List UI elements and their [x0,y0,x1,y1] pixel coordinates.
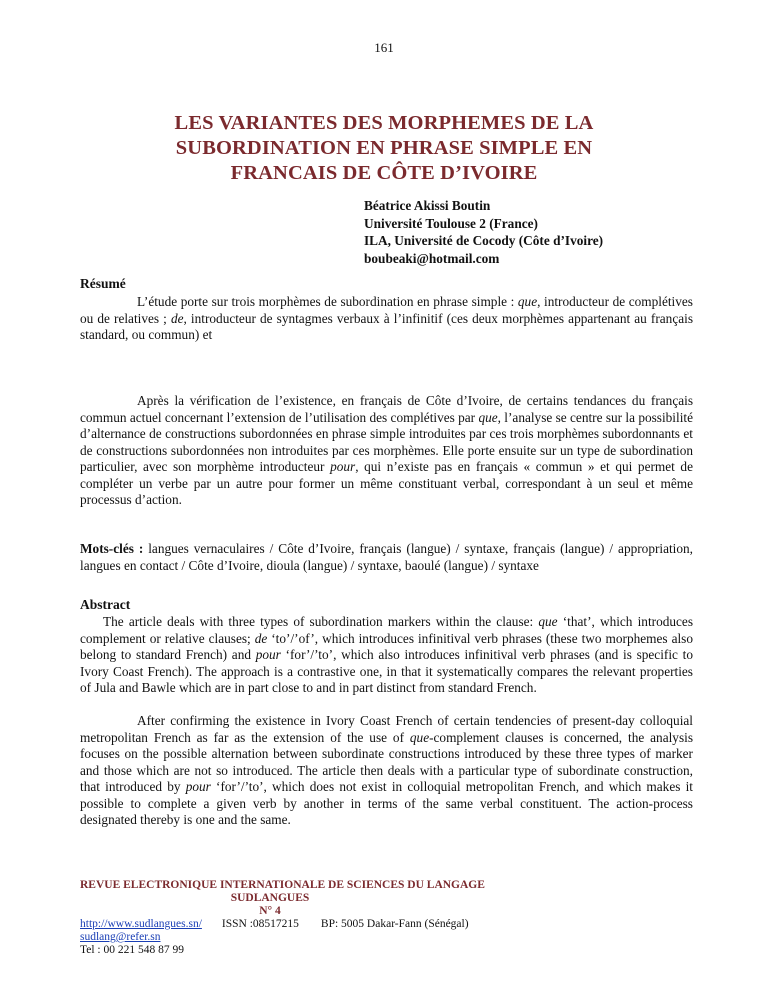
abstract-paragraph: The article deals with three types of subordination markers within the clause: que ‘that’, which introduces complement or relative clauses; de ‘to’/’of’, which introduces infinitival verb phrases (these two morphemes also belong to standard French) and pour ‘for’/’to’, which also introduces infinitival verb phrases (and is specific to Ivory Coast French). The approach is a contrastive one, in that it systematically compares the relevant properties of Jula and Bawle which are in part close to and in part distinct from standard French. [80,614,693,695]
author-block [364,197,744,267]
journal-phone: Tel : 00 221 548 87 99 [80,944,184,956]
journal-short-name: SUDLANGUES [230,892,310,904]
journal-url-link[interactable]: http://www.sudlangues.sn/ [80,918,202,930]
page-number: 161 [374,40,394,55]
journal-name: REVUE ELECTRONIQUE INTERNATIONALE DE SCIENCES DU LANGAGE [80,879,485,891]
journal-email-link[interactable]: sudlang@refer.sn [80,931,161,943]
journal-address: BP: 5005 Dakar-Fann (Sénégal) [320,918,469,930]
keywords-text: langues vernaculaires / Côte d’Ivoire, français (langue) / syntaxe, français (langue) / appropriation, langues en contact / Côte d’Ivoire, dioula (langue) / syntaxe, baoulé (langue) / syntaxe [80,541,693,573]
resume-paragraph: Après la vérification de l’existence, en français de Côte d’Ivoire, de certains tendances du français commun actuel concernant l’extension de l’utilisation des complétives par que, l’analyse se centre sur la possibilité d’alternance de constructions subordonnées en phrase simple introduites par ces trois morphèmes subordonnants et de constructions subordonnées non introduites par ces morphèmes. Elle porte ensuite sur un type de subordination particulier, avec son morphème introducteur pour, qui n’existe pas en français « commun » et qui permet de compléter un verbe par un autre pour former un même constituant verbal, correspondant à un seul et même processus d’action. [80,393,693,507]
title-line: FRANCAIS DE CÔTE D’IVOIRE [230,162,538,184]
abstract-paragraph: After confirming the existence in Ivory Coast French of certain tendencies of present-day colloquial metropolitan French as far as the extension of the use of que-complement clauses is concerned, the analysis focuses on the possible alternation between subordinate constructions introduced by these three types of marker and those which are not so introduced. The article then deals with a particular type of subordinate construction, that introduced by pour ‘for’/’to’, which does not exist in colloquial metropolitan French, and which makes it possible to complete a given verb by another in terms of the same verbal constituent. The action-process designated thereby is one and the same. [80,713,693,827]
resume-paragraph: L’étude porte sur trois morphèmes de subordination en phrase simple : que, introducteur de complétives ou de relatives ; de, introducteur de syntagmes verbaux à l’infinitif (ces deux morphèmes appartenant au français standard, ou commun) et [80,294,693,342]
resume-heading: Résumé [80,276,126,291]
abstract-heading: Abstract [80,597,131,612]
keywords-label: Mots-clés : [80,541,144,556]
author-affiliation: ILA, Université de Cocody (Côte d’Ivoire) [364,233,604,248]
journal-issue: N° 4 [259,905,281,917]
author-email: boubeaki@hotmail.com [364,250,500,266]
author-name: Béatrice Akissi Boutin [364,198,491,213]
title-line: LES VARIANTES DES MORPHEMES DE LA [174,112,594,134]
author-affiliation: Université Toulouse 2 (France) [364,215,538,231]
keywords [80,541,693,574]
article-title [90,111,678,186]
journal-issn: ISSN :08517215 [221,918,299,930]
journal-footer [80,879,693,957]
title-line: SUBORDINATION EN PHRASE SIMPLE EN [175,137,593,159]
